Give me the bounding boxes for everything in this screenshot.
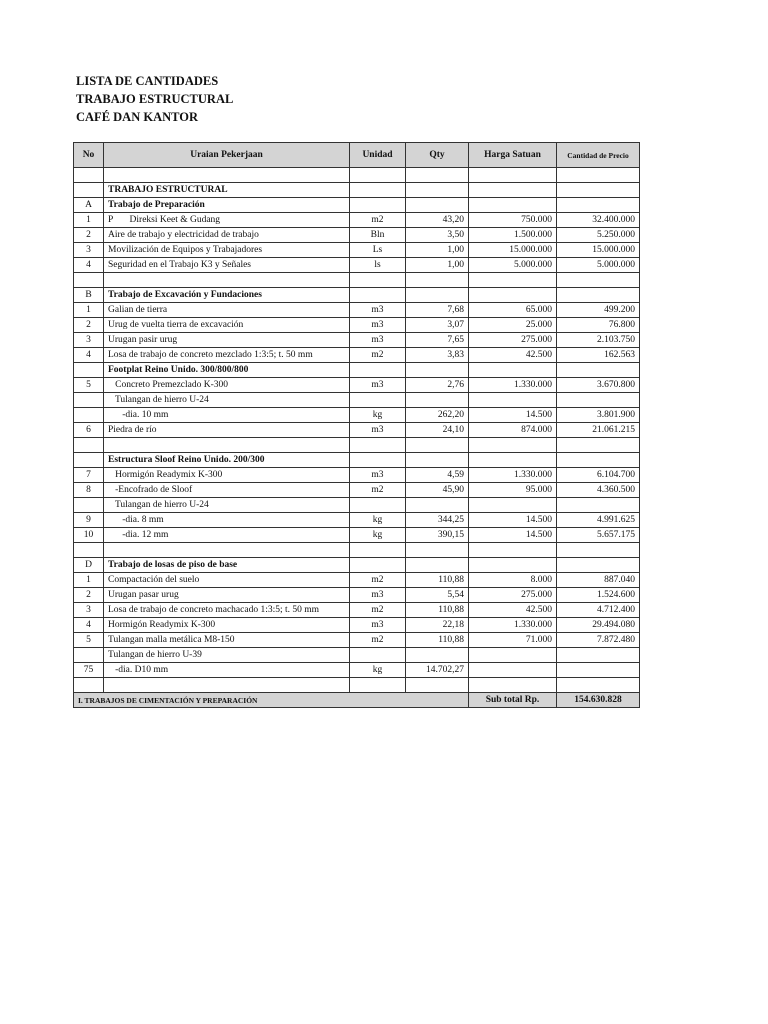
cell-total-price: 887.040 <box>557 573 640 588</box>
table-row <box>74 603 640 618</box>
cell-unit: ls <box>350 258 406 273</box>
cell-unit-price <box>469 183 557 198</box>
cell-qty: 110,88 <box>406 573 469 588</box>
cell-unit-price: 14.500 <box>469 513 557 528</box>
cell-no: 5 <box>74 378 104 393</box>
table-row <box>74 588 640 603</box>
cell-unit-price: 874.000 <box>469 423 557 438</box>
cell-unit-price <box>469 363 557 378</box>
cell-unit <box>350 393 406 408</box>
cell-no: A <box>74 198 104 213</box>
table-row <box>74 513 640 528</box>
cell-description: -dia. 8 mm <box>104 513 350 528</box>
cell-no: 9 <box>74 513 104 528</box>
cell-qty <box>406 273 469 288</box>
cell-total-price <box>557 168 640 183</box>
cell-description: Piedra de río <box>104 423 350 438</box>
cell-qty: 3,50 <box>406 228 469 243</box>
cell-unit: m3 <box>350 318 406 333</box>
cell-unit-price: 1.330.000 <box>469 468 557 483</box>
header-unit-price: Harga Satuan <box>469 143 557 168</box>
header-qty: Qty <box>406 143 469 168</box>
cell-description: Trabajo de Preparación <box>104 198 350 213</box>
cell-no: 3 <box>74 603 104 618</box>
cell-no: 2 <box>74 588 104 603</box>
cell-unit-price <box>469 168 557 183</box>
table-row <box>74 348 640 363</box>
cell-unit-price: 275.000 <box>469 333 557 348</box>
cell-no: 7 <box>74 468 104 483</box>
cell-unit <box>350 273 406 288</box>
header-total-price: Cantidad de Precio <box>557 143 640 168</box>
table-row <box>74 318 640 333</box>
cell-unit <box>350 648 406 663</box>
cell-total-price <box>557 558 640 573</box>
cell-no: 3 <box>74 333 104 348</box>
cell-total-price: 1.524.600 <box>557 588 640 603</box>
cell-total-price: 499.200 <box>557 303 640 318</box>
cell-unit: m3 <box>350 378 406 393</box>
cell-qty <box>406 393 469 408</box>
cell-qty <box>406 198 469 213</box>
cell-no <box>74 498 104 513</box>
cell-description: -Encofrado de Sloof <box>104 483 350 498</box>
cell-qty <box>406 648 469 663</box>
cell-unit-price: 71.000 <box>469 633 557 648</box>
cell-unit-price: 750.000 <box>469 213 557 228</box>
cell-total-price: 5.000.000 <box>557 258 640 273</box>
cell-total-price: 21.061.215 <box>557 423 640 438</box>
cell-qty: 262,20 <box>406 408 469 423</box>
cell-unit: m3 <box>350 588 406 603</box>
cell-unit-price <box>469 273 557 288</box>
cell-unit <box>350 183 406 198</box>
table-row <box>74 198 640 213</box>
cell-qty: 4,59 <box>406 468 469 483</box>
cell-qty: 43,20 <box>406 213 469 228</box>
cell-unit: m3 <box>350 303 406 318</box>
cell-unit-price: 1.330.000 <box>469 378 557 393</box>
cell-unit-price: 275.000 <box>469 588 557 603</box>
doc-title-3: CAFÉ DAN KANTOR <box>76 110 198 124</box>
cell-unit: kg <box>350 513 406 528</box>
table-row <box>74 243 640 258</box>
cell-description: Hormigón Readymix K-300 <box>104 618 350 633</box>
cell-no: 1 <box>74 303 104 318</box>
cell-qty <box>406 678 469 693</box>
cell-total-price: 29.494.080 <box>557 618 640 633</box>
cell-total-price: 4.360.500 <box>557 483 640 498</box>
table-row <box>74 378 640 393</box>
cell-description: Concreto Premezclado K-300 <box>104 378 350 393</box>
cell-no: 6 <box>74 423 104 438</box>
table-row <box>74 288 640 303</box>
cell-total-price: 15.000.000 <box>557 243 640 258</box>
table-row <box>74 468 640 483</box>
cell-qty <box>406 498 469 513</box>
table-row <box>74 483 640 498</box>
cell-qty: 344,25 <box>406 513 469 528</box>
cell-unit: Ls <box>350 243 406 258</box>
cell-total-price <box>557 648 640 663</box>
header-description: Uraian Pekerjaan <box>104 143 350 168</box>
cell-qty <box>406 543 469 558</box>
cell-total-price: 4.712.400 <box>557 603 640 618</box>
table-row <box>74 633 640 648</box>
cell-no <box>74 648 104 663</box>
cell-unit <box>350 168 406 183</box>
cell-total-price: 2.103.750 <box>557 333 640 348</box>
cell-description: Tulangan de hierro U-39 <box>104 648 350 663</box>
cell-unit: kg <box>350 663 406 678</box>
cell-description: Trabajo de losas de piso de base <box>104 558 350 573</box>
cell-unit: m2 <box>350 573 406 588</box>
cell-description <box>104 543 350 558</box>
cell-total-price <box>557 453 640 468</box>
cell-qty: 3,83 <box>406 348 469 363</box>
cell-description: Movilización de Equipos y Trabajadores <box>104 243 350 258</box>
cell-unit <box>350 543 406 558</box>
blank-row <box>74 273 640 288</box>
table-row <box>74 423 640 438</box>
cell-no: 10 <box>74 528 104 543</box>
table-row <box>74 663 640 678</box>
cell-unit <box>350 363 406 378</box>
cell-total-price: 32.400.000 <box>557 213 640 228</box>
cell-qty: 110,88 <box>406 633 469 648</box>
table-row <box>74 303 640 318</box>
section-total-label: I. TRABAJOS DE CIMENTACIÓN Y PREPARACIÓN <box>74 693 469 708</box>
cell-description: Estructura Sloof Reino Unido. 200/300 <box>104 453 350 468</box>
cell-no <box>74 363 104 378</box>
cell-unit <box>350 438 406 453</box>
cell-no: 1 <box>74 213 104 228</box>
cell-total-price <box>557 678 640 693</box>
cell-unit: m2 <box>350 213 406 228</box>
cell-no: 3 <box>74 243 104 258</box>
table-row <box>74 558 640 573</box>
cell-unit-price <box>469 498 557 513</box>
cell-unit-price <box>469 678 557 693</box>
cell-unit <box>350 288 406 303</box>
cell-total-price <box>557 543 640 558</box>
cell-no: 75 <box>74 663 104 678</box>
cell-no: 4 <box>74 258 104 273</box>
table-row <box>74 618 640 633</box>
cell-no <box>74 408 104 423</box>
table-row <box>74 393 640 408</box>
cell-qty: 7,65 <box>406 333 469 348</box>
cell-total-price: 4.991.625 <box>557 513 640 528</box>
cell-no: B <box>74 288 104 303</box>
cell-qty <box>406 558 469 573</box>
table-row <box>74 213 640 228</box>
cell-description: TRABAJO ESTRUCTURAL <box>104 183 350 198</box>
table-row <box>74 333 640 348</box>
cell-description: Urugan pasir urug <box>104 333 350 348</box>
cell-unit <box>350 558 406 573</box>
table-body <box>74 168 640 693</box>
blank-row <box>74 543 640 558</box>
cell-qty: 1,00 <box>406 258 469 273</box>
cell-total-price <box>557 288 640 303</box>
cell-no <box>74 453 104 468</box>
subtotal-value: 154.630.828 <box>557 693 640 708</box>
cell-qty <box>406 453 469 468</box>
header-unit: Unidad <box>350 143 406 168</box>
table-row <box>74 573 640 588</box>
cell-total-price: 162.563 <box>557 348 640 363</box>
cell-unit-price <box>469 648 557 663</box>
blank-row <box>74 438 640 453</box>
cell-description: Tulangan de hierro U-24 <box>104 498 350 513</box>
cell-unit-price <box>469 393 557 408</box>
cell-description: Losa de trabajo de concreto machacado 1:3:5; t. 50 mm <box>104 603 350 618</box>
cell-unit-price: 14.500 <box>469 408 557 423</box>
cell-description: Urug de vuelta tierra de excavación <box>104 318 350 333</box>
table-row <box>74 453 640 468</box>
cell-unit-price <box>469 438 557 453</box>
cell-description <box>104 273 350 288</box>
cell-unit-price: 42.500 <box>469 348 557 363</box>
cell-description: Seguridad en el Trabajo K3 y Señales <box>104 258 350 273</box>
table-row <box>74 498 640 513</box>
cell-no: 2 <box>74 228 104 243</box>
cell-no <box>74 438 104 453</box>
cell-unit-price <box>469 453 557 468</box>
cell-total-price: 5.657.175 <box>557 528 640 543</box>
cell-qty: 22,18 <box>406 618 469 633</box>
cell-unit <box>350 498 406 513</box>
cell-description: Footplat Reino Unido. 300/800/800 <box>104 363 350 378</box>
table-row <box>74 258 640 273</box>
cell-qty: 2,76 <box>406 378 469 393</box>
header-no: No <box>74 143 104 168</box>
cell-unit <box>350 678 406 693</box>
cell-total-price <box>557 663 640 678</box>
cell-unit-price: 14.500 <box>469 528 557 543</box>
cell-no <box>74 273 104 288</box>
table-row <box>74 648 640 663</box>
cell-unit: m3 <box>350 423 406 438</box>
cell-unit: m2 <box>350 633 406 648</box>
cell-unit: m2 <box>350 483 406 498</box>
cell-no: 1 <box>74 573 104 588</box>
cell-qty <box>406 438 469 453</box>
cell-qty: 5,54 <box>406 588 469 603</box>
cell-no: 8 <box>74 483 104 498</box>
doc-title-2: TRABAJO ESTRUCTURAL <box>76 92 234 106</box>
cell-unit-price: 25.000 <box>469 318 557 333</box>
cell-unit: kg <box>350 528 406 543</box>
cell-description <box>104 678 350 693</box>
cell-description: Losa de trabajo de concreto mezclado 1:3:5; t. 50 mm <box>104 348 350 363</box>
cell-no <box>74 543 104 558</box>
cell-total-price: 7.872.480 <box>557 633 640 648</box>
cell-unit: m3 <box>350 618 406 633</box>
cell-unit-price: 65.000 <box>469 303 557 318</box>
cell-no <box>74 183 104 198</box>
cell-unit: kg <box>350 408 406 423</box>
cell-description: -dia. D10 mm <box>104 663 350 678</box>
cell-no <box>74 678 104 693</box>
cell-qty <box>406 168 469 183</box>
blank-row <box>74 678 640 693</box>
cell-unit: m2 <box>350 348 406 363</box>
cell-qty <box>406 288 469 303</box>
cell-total-price <box>557 198 640 213</box>
cell-total-price: 3.801.900 <box>557 408 640 423</box>
cell-total-price <box>557 183 640 198</box>
cell-no: D <box>74 558 104 573</box>
cell-description: Trabajo de Excavación y Fundaciones <box>104 288 350 303</box>
cell-qty: 3,07 <box>406 318 469 333</box>
cell-qty: 45,90 <box>406 483 469 498</box>
cell-description: Tulangan de hierro U-24 <box>104 393 350 408</box>
cell-description: P Direksi Keet & Gudang <box>104 213 350 228</box>
cell-description: -dia. 12 mm <box>104 528 350 543</box>
cell-description: -dia. 10 mm <box>104 408 350 423</box>
cell-no: 4 <box>74 348 104 363</box>
table-row <box>74 228 640 243</box>
quantity-table <box>73 142 640 708</box>
cell-qty: 14.702,27 <box>406 663 469 678</box>
cell-unit-price <box>469 288 557 303</box>
cell-qty <box>406 363 469 378</box>
cell-no: 4 <box>74 618 104 633</box>
cell-qty: 110,88 <box>406 603 469 618</box>
cell-unit-price: 95.000 <box>469 483 557 498</box>
doc-title-1: LISTA DE CANTIDADES <box>76 74 219 88</box>
table-row <box>74 363 640 378</box>
cell-description: Tulangan malla metálica M8-150 <box>104 633 350 648</box>
cell-unit-price <box>469 543 557 558</box>
cell-no: 2 <box>74 318 104 333</box>
cell-unit-price: 1.500.000 <box>469 228 557 243</box>
cell-unit: m2 <box>350 603 406 618</box>
cell-unit-price: 8.000 <box>469 573 557 588</box>
subtotal-label: Sub total Rp. <box>469 693 557 708</box>
subtotal-row <box>74 693 640 708</box>
cell-description: Hormigón Readymix K-300 <box>104 468 350 483</box>
cell-total-price: 5.250.000 <box>557 228 640 243</box>
cell-qty: 390,15 <box>406 528 469 543</box>
cell-total-price: 3.670.800 <box>557 378 640 393</box>
cell-total-price <box>557 363 640 378</box>
cell-unit: Bln <box>350 228 406 243</box>
cell-description: Aire de trabajo y electricidad de trabajo <box>104 228 350 243</box>
cell-qty: 24,10 <box>406 423 469 438</box>
cell-unit-price: 1.330.000 <box>469 618 557 633</box>
table-row <box>74 408 640 423</box>
cell-unit <box>350 198 406 213</box>
cell-unit-price <box>469 198 557 213</box>
cell-total-price <box>557 273 640 288</box>
cell-description <box>104 438 350 453</box>
cell-no: 5 <box>74 633 104 648</box>
cell-qty: 7,68 <box>406 303 469 318</box>
cell-qty: 1,00 <box>406 243 469 258</box>
cell-unit: m3 <box>350 468 406 483</box>
cell-unit-price: 42.500 <box>469 603 557 618</box>
cell-description: Compactación del suelo <box>104 573 350 588</box>
table-header-row <box>74 143 640 168</box>
cell-unit: m3 <box>350 333 406 348</box>
cell-unit <box>350 453 406 468</box>
cell-description: Galian de tierra <box>104 303 350 318</box>
cell-total-price <box>557 393 640 408</box>
cell-unit-price: 5.000.000 <box>469 258 557 273</box>
cell-total-price <box>557 498 640 513</box>
cell-no <box>74 393 104 408</box>
cell-unit-price <box>469 558 557 573</box>
cell-total-price: 6.104.700 <box>557 468 640 483</box>
cell-unit-price: 15.000.000 <box>469 243 557 258</box>
cell-no <box>74 168 104 183</box>
table-row <box>74 528 640 543</box>
cell-description <box>104 168 350 183</box>
blank-row <box>74 168 640 183</box>
cell-qty <box>406 183 469 198</box>
cell-total-price: 76.800 <box>557 318 640 333</box>
table-row <box>74 183 640 198</box>
cell-total-price <box>557 438 640 453</box>
cell-description: Urugan pasar urug <box>104 588 350 603</box>
cell-unit-price <box>469 663 557 678</box>
